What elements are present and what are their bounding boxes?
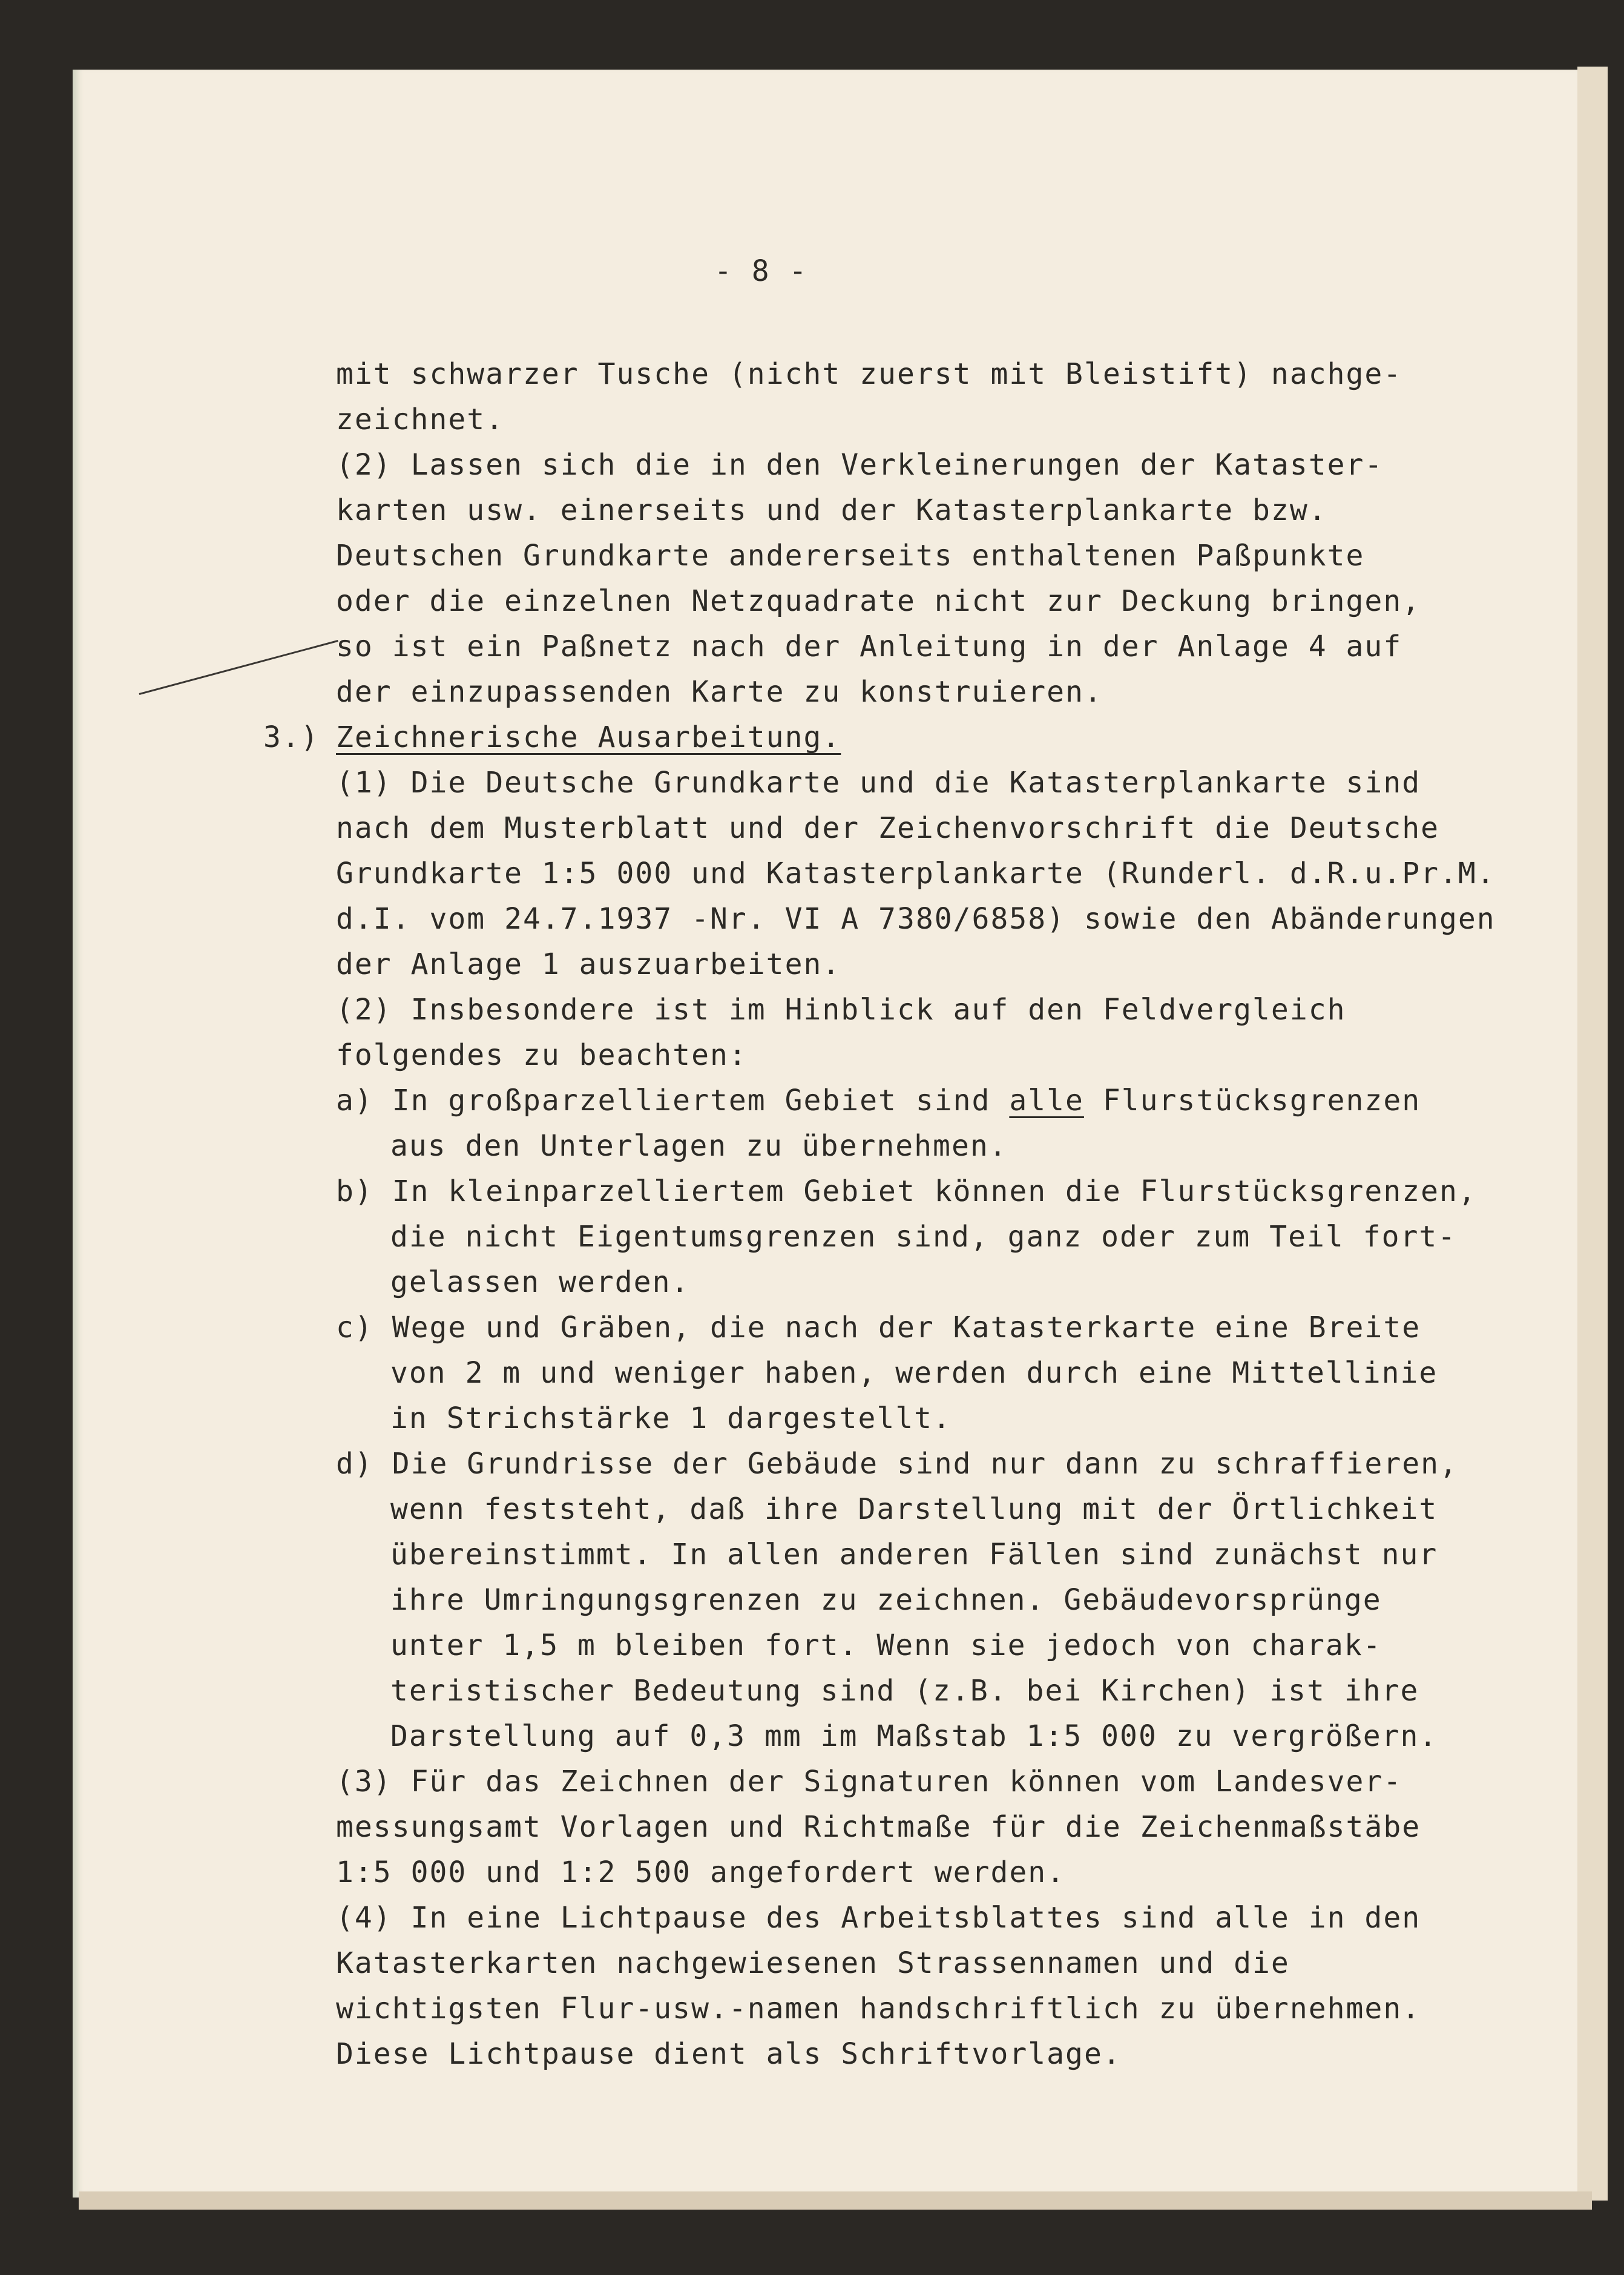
page-number: - 8 -	[714, 254, 808, 288]
text-line: oder die einzelnen Netzquadrate nicht zur Deckung bringen,	[336, 584, 1421, 618]
document-page	[73, 70, 1583, 2198]
text-line: gelassen werden.	[390, 1265, 690, 1299]
text-line: übereinstimmt. In allen anderen Fällen sind zunächst nur	[390, 1538, 1438, 1572]
text-line: wichtigsten Flur-usw.-namen handschriftlich zu übernehmen.	[336, 1992, 1421, 2026]
text-line: ihre Umringungsgrenzen zu zeichnen. Gebäudevorsprünge	[390, 1583, 1382, 1617]
text-line: (1) Die Deutsche Grundkarte und die Katasterplankarte sind	[336, 766, 1421, 800]
text-line: (2) Insbesondere ist im Hinblick auf den Feldvergleich	[336, 993, 1346, 1027]
list-item-a	[336, 1084, 1421, 1118]
text-line: aus den Unterlagen zu übernehmen.	[390, 1129, 1008, 1163]
text-line: von 2 m und weniger haben, werden durch eine Mittellinie	[390, 1356, 1438, 1390]
text-line: karten usw. einerseits und der Katasterplankarte bzw.	[336, 493, 1327, 527]
text-line: in Strichstärke 1 dargestellt.	[390, 1401, 952, 1435]
emphasis-alle: alle	[1009, 1084, 1084, 1118]
list-item-a-text: a) In großparzelliertem Gebiet sind	[336, 1084, 1010, 1118]
text-line: mit schwarzer Tusche (nicht zuerst mit Bleistift) nachge-	[336, 357, 1402, 391]
text-line: (2) Lassen sich die in den Verkleinerungen der Kataster-	[336, 448, 1384, 482]
list-item-b: b) In kleinparzelliertem Gebiet können die Flurstücksgrenzen,	[336, 1174, 1477, 1208]
text-line: unter 1,5 m bleiben fort. Wenn sie jedoch von charak-	[390, 1628, 1382, 1662]
text-line: (4) In eine Lichtpause des Arbeitsblattes sind alle in den	[336, 1901, 1421, 1935]
text-line: wenn feststeht, daß ihre Darstellung mit der Örtlichkeit	[390, 1492, 1438, 1526]
section-number: 3.)	[263, 720, 320, 754]
text-line: Darstellung auf 0,3 mm im Maßstab 1:5 000 zu vergrößern.	[390, 1719, 1438, 1753]
text-line: (3) Für das Zeichnen der Signaturen können vom Landesver-	[336, 1765, 1402, 1799]
text-line: der Anlage 1 auszuarbeiten.	[336, 947, 841, 981]
text-line: 1:5 000 und 1:2 500 angefordert werden.	[336, 1855, 1066, 1889]
text-line: teristischer Bedeutung sind (z.B. bei Kirchen) ist ihre	[390, 1674, 1419, 1708]
text-line: die nicht Eigentumsgrenzen sind, ganz oder zum Teil fort-	[390, 1220, 1457, 1254]
text-line: d.I. vom 24.7.1937 -Nr. VI A 7380/6858) sowie den Abänderungen	[336, 902, 1496, 936]
page-edge	[1577, 67, 1608, 2201]
text-line: folgendes zu beachten:	[336, 1038, 748, 1072]
text-line: Grundkarte 1:5 000 und Katasterplankarte (Runderl. d.R.u.Pr.M.	[336, 857, 1496, 891]
list-item-d: d) Die Grundrisse der Gebäude sind nur dann zu schraffieren,	[336, 1447, 1458, 1481]
typed-text-body	[73, 70, 1583, 2198]
margin-pencil-mark	[139, 640, 338, 695]
text-line: Deutschen Grundkarte andererseits enthaltenen Paßpunkte	[336, 539, 1365, 573]
text-line: Katasterkarten nachgewiesenen Strassennamen und die	[336, 1946, 1290, 1980]
list-item-c: c) Wege und Gräben, die nach der Katasterkarte eine Breite	[336, 1311, 1421, 1345]
list-item-a-text-end: Flurstücksgrenzen	[1083, 1084, 1421, 1118]
text-line: so ist ein Paßnetz nach der Anleitung in der Anlage 4 auf	[336, 630, 1402, 663]
text-line: nach dem Musterblatt und der Zeichenvorschrift die Deutsche	[336, 811, 1440, 845]
text-line: messungsamt Vorlagen und Richtmaße für die Zeichenmaßstäbe	[336, 1810, 1421, 1844]
page-edge	[79, 2191, 1592, 2210]
text-line: der einzupassenden Karte zu konstruieren.	[336, 675, 1103, 709]
text-line: zeichnet.	[336, 403, 505, 436]
text-line: Diese Lichtpause dient als Schriftvorlage.	[336, 2037, 1122, 2071]
section-heading: Zeichnerische Ausarbeitung.	[336, 720, 841, 754]
